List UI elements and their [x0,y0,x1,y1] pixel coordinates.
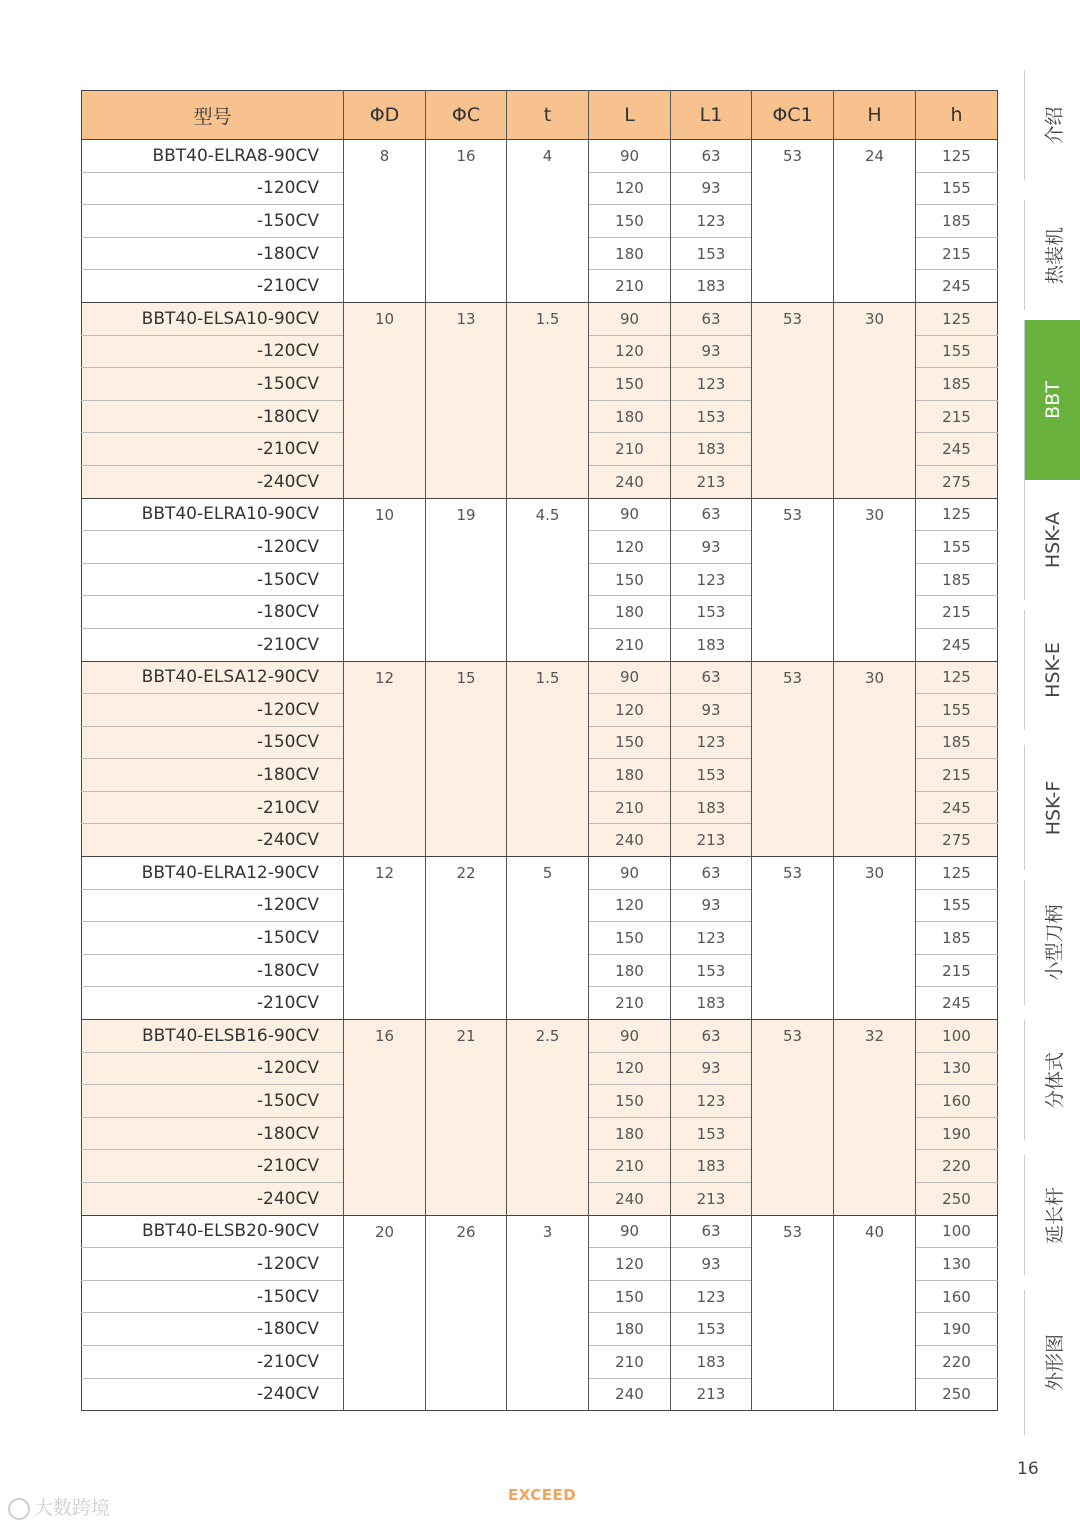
t-cell: 5 [507,857,589,1020]
h-cell: 185 [916,563,998,596]
l1-cell: 123 [671,1085,752,1118]
l-cell: 120 [589,1248,671,1281]
brand-logo: EXCEED [508,1486,577,1504]
model-cell: -210CV [82,1150,344,1183]
model-cell: -150CV [82,368,344,401]
l1-cell: 63 [671,857,752,890]
l1-cell: 63 [671,302,752,335]
phi-c1-cell: 53 [752,857,834,1020]
side-tab[interactable] [1024,1290,1080,1435]
l1-cell: 123 [671,922,752,955]
l-cell: 210 [589,1150,671,1183]
h-cell: 125 [916,661,998,694]
h-upper-cell: 30 [834,661,916,857]
l-cell: 180 [589,237,671,270]
side-tab-label: 外形图 [1043,1333,1066,1392]
l1-cell: 183 [671,270,752,303]
l-cell: 90 [589,498,671,531]
l1-cell: 183 [671,1150,752,1183]
phi-d-cell: 16 [344,1020,426,1216]
watermark-icon [8,1498,30,1520]
h-cell: 125 [916,498,998,531]
model-cell: -180CV [82,954,344,987]
h-cell: 215 [916,954,998,987]
l-cell: 150 [589,1085,671,1118]
model-cell: -180CV [82,759,344,792]
side-tab[interactable] [1024,480,1080,600]
l-cell: 180 [589,1313,671,1346]
l1-cell: 63 [671,140,752,173]
phi-c-cell: 13 [426,302,507,498]
side-tab-label: HSK-F [1041,780,1064,835]
l-cell: 120 [589,889,671,922]
model-cell: -210CV [82,791,344,824]
l1-cell: 93 [671,889,752,922]
phi-d-cell: 8 [344,140,426,303]
table-row [82,302,998,335]
model-cell: -240CV [82,1183,344,1216]
phi-c1-cell: 53 [752,140,834,303]
l-cell: 240 [589,1378,671,1411]
l1-cell: 183 [671,987,752,1020]
h-cell: 190 [916,1313,998,1346]
column-header: 型号 [82,91,344,140]
l1-cell: 93 [671,335,752,368]
side-tab-label: 延长杆 [1043,1186,1066,1244]
side-tab-label: 热装机 [1043,226,1066,284]
h-cell: 245 [916,433,998,466]
h-cell: 215 [916,759,998,792]
t-cell: 4.5 [507,498,589,661]
l-cell: 240 [589,824,671,857]
h-cell: 275 [916,824,998,857]
h-cell: 125 [916,140,998,173]
l1-cell: 213 [671,1378,752,1411]
t-cell: 3 [507,1215,589,1411]
l1-cell: 153 [671,400,752,433]
h-cell: 245 [916,628,998,661]
l1-cell: 153 [671,954,752,987]
l-cell: 180 [589,400,671,433]
model-cell: BBT40-ELRA10-90CV [82,498,344,531]
side-tab-label: BBT [1042,381,1064,419]
model-cell: -180CV [82,1117,344,1150]
l-cell: 90 [589,857,671,890]
model-cell: -210CV [82,1345,344,1378]
model-cell: -180CV [82,237,344,270]
l-cell: 120 [589,694,671,727]
table-row [82,140,998,173]
h-cell: 185 [916,205,998,238]
model-cell: -120CV [82,889,344,922]
model-cell: -150CV [82,1280,344,1313]
phi-c-cell: 16 [426,140,507,303]
l1-cell: 123 [671,1280,752,1313]
l-cell: 240 [589,465,671,498]
l1-cell: 63 [671,498,752,531]
h-cell: 100 [916,1020,998,1053]
model-cell: -150CV [82,1085,344,1118]
model-cell: BBT40-ELSB20-90CV [82,1215,344,1248]
l1-cell: 153 [671,596,752,629]
phi-c1-cell: 53 [752,661,834,857]
h-cell: 245 [916,270,998,303]
h-cell: 215 [916,237,998,270]
l1-cell: 93 [671,1248,752,1281]
l1-cell: 123 [671,726,752,759]
model-cell: BBT40-ELRA12-90CV [82,857,344,890]
phi-c1-cell: 53 [752,1020,834,1216]
h-cell: 220 [916,1150,998,1183]
column-header: L [589,91,671,140]
model-cell: -120CV [82,694,344,727]
model-cell: BBT40-ELSB16-90CV [82,1020,344,1053]
h-cell: 215 [916,596,998,629]
table-row [82,857,998,890]
h-cell: 215 [916,400,998,433]
model-cell: -120CV [82,335,344,368]
model-cell: -210CV [82,628,344,661]
h-upper-cell: 32 [834,1020,916,1216]
side-tab[interactable] [1024,610,1080,730]
l-cell: 150 [589,726,671,759]
h-cell: 155 [916,889,998,922]
l1-cell: 63 [671,661,752,694]
phi-c-cell: 22 [426,857,507,1020]
h-cell: 155 [916,694,998,727]
t-cell: 2.5 [507,1020,589,1216]
h-cell: 275 [916,465,998,498]
t-cell: 1.5 [507,661,589,857]
l-cell: 90 [589,140,671,173]
column-header: h [916,91,998,140]
h-cell: 155 [916,172,998,205]
column-header: H [834,91,916,140]
model-cell: -240CV [82,465,344,498]
l1-cell: 153 [671,1313,752,1346]
l1-cell: 213 [671,465,752,498]
h-cell: 220 [916,1345,998,1378]
model-cell: -150CV [82,726,344,759]
l-cell: 210 [589,987,671,1020]
l1-cell: 93 [671,694,752,727]
side-tab-label: 分体式 [1043,1051,1066,1109]
h-cell: 100 [916,1215,998,1248]
side-tab[interactable] [1024,70,1080,180]
l-cell: 120 [589,335,671,368]
l-cell: 150 [589,1280,671,1313]
side-tab[interactable] [1024,880,1080,1005]
model-cell: -120CV [82,172,344,205]
side-tab-label: 介绍 [1043,105,1066,145]
phi-c1-cell: 53 [752,302,834,498]
l-cell: 240 [589,1183,671,1216]
side-tab-label: HSK-A [1042,511,1064,569]
phi-d-cell: 20 [344,1215,426,1411]
table-body [82,140,998,1411]
model-cell: BBT40-ELRA8-90CV [82,140,344,173]
model-cell: -210CV [82,433,344,466]
side-tab-label: 小型刀柄 [1043,904,1066,981]
l-cell: 210 [589,1345,671,1378]
model-cell: -120CV [82,531,344,564]
l-cell: 210 [589,628,671,661]
model-cell: -240CV [82,1378,344,1411]
phi-d-cell: 12 [344,661,426,857]
l1-cell: 153 [671,237,752,270]
l-cell: 120 [589,1052,671,1085]
side-tab[interactable] [1024,1155,1080,1275]
model-cell: -150CV [82,563,344,596]
table-row [82,661,998,694]
l1-cell: 183 [671,628,752,661]
h-cell: 245 [916,791,998,824]
side-tab[interactable] [1024,200,1080,310]
side-tab[interactable] [1024,320,1080,480]
l1-cell: 213 [671,824,752,857]
h-cell: 185 [916,726,998,759]
model-cell: BBT40-ELSA10-90CV [82,302,344,335]
h-cell: 185 [916,368,998,401]
l1-cell: 63 [671,1020,752,1053]
table-header-row [82,91,998,140]
h-cell: 190 [916,1117,998,1150]
l1-cell: 123 [671,563,752,596]
phi-c-cell: 21 [426,1020,507,1216]
l-cell: 90 [589,302,671,335]
h-cell: 125 [916,302,998,335]
model-cell: -150CV [82,922,344,955]
h-upper-cell: 40 [834,1215,916,1411]
l-cell: 120 [589,531,671,564]
l-cell: 180 [589,954,671,987]
t-cell: 4 [507,140,589,303]
model-cell: BBT40-ELSA12-90CV [82,661,344,694]
phi-c1-cell: 53 [752,1215,834,1411]
l-cell: 90 [589,1020,671,1053]
h-cell: 185 [916,922,998,955]
phi-d-cell: 10 [344,302,426,498]
model-cell: -150CV [82,205,344,238]
column-header: t [507,91,589,140]
l-cell: 180 [589,596,671,629]
l-cell: 90 [589,1215,671,1248]
model-cell: -210CV [82,987,344,1020]
h-cell: 250 [916,1378,998,1411]
l-cell: 210 [589,791,671,824]
side-tab[interactable] [1024,745,1080,870]
column-header: L1 [671,91,752,140]
table-row [82,1020,998,1053]
t-cell: 1.5 [507,302,589,498]
l1-cell: 183 [671,433,752,466]
h-cell: 250 [916,1183,998,1216]
page-number: 16 [1017,1459,1039,1479]
l-cell: 210 [589,433,671,466]
model-cell: -240CV [82,824,344,857]
model-cell: -210CV [82,270,344,303]
phi-c-cell: 15 [426,661,507,857]
h-cell: 160 [916,1280,998,1313]
l1-cell: 123 [671,368,752,401]
model-cell: -180CV [82,596,344,629]
h-cell: 155 [916,531,998,564]
l1-cell: 93 [671,172,752,205]
l-cell: 150 [589,922,671,955]
table-row [82,1215,998,1248]
l-cell: 150 [589,368,671,401]
l1-cell: 123 [671,205,752,238]
h-cell: 130 [916,1052,998,1085]
column-header: ΦD [344,91,426,140]
table-row [82,498,998,531]
h-cell: 155 [916,335,998,368]
l1-cell: 183 [671,1345,752,1378]
l-cell: 150 [589,205,671,238]
watermark-text: 大数跨境 [34,1497,111,1519]
l1-cell: 93 [671,531,752,564]
phi-c-cell: 19 [426,498,507,661]
l1-cell: 153 [671,759,752,792]
l-cell: 210 [589,270,671,303]
h-upper-cell: 30 [834,498,916,661]
phi-c-cell: 26 [426,1215,507,1411]
l-cell: 150 [589,563,671,596]
h-cell: 130 [916,1248,998,1281]
phi-c1-cell: 53 [752,498,834,661]
phi-d-cell: 12 [344,857,426,1020]
watermark [8,1493,110,1520]
l1-cell: 183 [671,791,752,824]
phi-d-cell: 10 [344,498,426,661]
model-cell: -180CV [82,400,344,433]
l-cell: 120 [589,172,671,205]
h-cell: 125 [916,857,998,890]
l1-cell: 63 [671,1215,752,1248]
model-cell: -120CV [82,1052,344,1085]
model-cell: -180CV [82,1313,344,1346]
l-cell: 180 [589,759,671,792]
l1-cell: 153 [671,1117,752,1150]
l-cell: 180 [589,1117,671,1150]
column-header: ΦC [426,91,507,140]
spec-table [81,90,998,1411]
l-cell: 90 [589,661,671,694]
column-header: ΦC1 [752,91,834,140]
h-cell: 245 [916,987,998,1020]
h-upper-cell: 24 [834,140,916,303]
h-upper-cell: 30 [834,857,916,1020]
h-cell: 160 [916,1085,998,1118]
side-tab[interactable] [1024,1020,1080,1140]
h-upper-cell: 30 [834,302,916,498]
l1-cell: 213 [671,1183,752,1216]
l1-cell: 93 [671,1052,752,1085]
side-tab-label: HSK-E [1042,642,1064,698]
model-cell: -120CV [82,1248,344,1281]
